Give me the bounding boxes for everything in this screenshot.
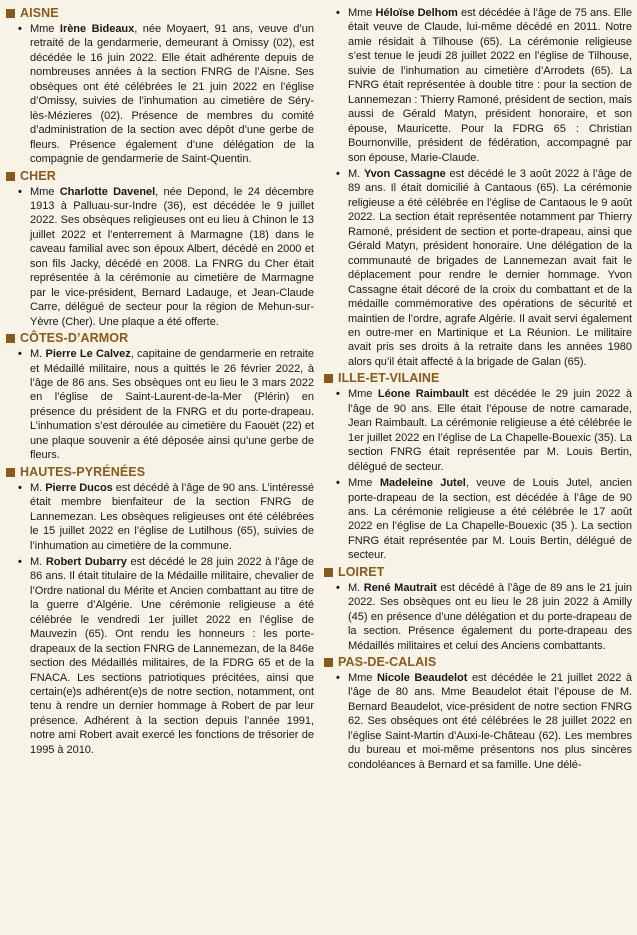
bullet-icon: • [336, 388, 340, 401]
section-heading-loiret: LOIRET [324, 565, 632, 580]
section-heading-pas-de-calais: PAS-DE-CALAIS [324, 655, 632, 670]
right-column [324, 6, 632, 774]
obituary-entry: • M. Pierre Ducos est décédé à l’âge de 90 ans. L’intéressé était membre bienfaiteur de la section FNRG de Lannemezan. Les obsèques religieuses ont été célébrées le 15 juillet 2022 en l’église de Lutilhous (65), suivies de l’inhumation au cimetière de la commune. [18, 481, 314, 552]
obituary-entry: • Mme Irène Bideaux, née Moyaert, 91 ans, veuve d’un retraité de la gendarmerie, demeurant à Omissy (02), est décédée le 16 juin 2022. Elle était adhérente depuis de nombreuses années à la section FNRG de l’Aisne. Ses obsèques ont été célébrées le 21 juin 2022 en l’église d’Omissy, suivies de l’inhumation au cimetière de Séry-lès-Mézieres (02). Présence de membres du comité d’administration de la section avec dépôt d’une gerbe de fleurs. Présence également d’une délégation de la compagnie de gendarmerie de Saint-Quentin. [18, 23, 314, 166]
person-name: Pierre Ducos [45, 481, 113, 494]
obituary-entry: • M. Robert Dubarry est décédé le 28 juin 2022 à l’âge de 86 ans. Il était titulaire de la Médaille militaire, chevalier de l’Ordre national du Mérite et Ancien combattant au titre de la guerre d’Algérie. Une cérémonie religieuse a été célébrée le vendredi 1er juillet 2022 en l’église de Mauvezin (65). Ont rendu les honneurs : les porte-drapeaux de la section FNRG de Lannemezan, de la 846e section des Médaillés militaires, de la FDRG 65 et de la FNACA. Les sections patriotiques précitées, ainsi que certain(e)s adhérent(e)s de notre section, notamment, ont tenu à rendre un dernier hommage à Robert de par leur présence. Adhérent à la section depuis l’année 1991, notre ami Robert avait exercé les fonctions de trésorier de 1995 à 2010. [18, 555, 314, 756]
bullet-icon: • [18, 348, 22, 361]
bullet-icon: • [336, 672, 340, 685]
square-bullet-icon [6, 9, 15, 18]
square-bullet-icon [6, 468, 15, 477]
obituary-entry: • M. Yvon Cassagne est décédé le 3 août 2022 à l’âge de 89 ans. Il était domicilié à Cantaous (65). La cérémonie religieuse a été célébrée en l’église de Cantaous le 9 août 2022. La section était représentée notamment par Thierry Ramoné, président de section et porte-drapeau, ainsi que Gérald Matyn, président honoraire. Une délégation de la communauté de brigades de Lannemezan avait fait le déplacement pour rendre le dernier hommage. Yvon Cassagne était décoré de la croix du combattant et de la médaille commémorative des opérations de sécurité et maintien de l’ordre, agrafe Algérie. Il avait servi également en outre-mer en Martinique et La Réunion. Le militaire avait pris ses droits à la retraite dans les années 1980 alors qu’il était affecté à la brigade de Galan (65). [336, 167, 632, 368]
person-name: Madeleine Jutel [379, 477, 466, 490]
section-heading-hautes-pyrenees: HAUTES-PYRÉNÉES [6, 465, 314, 480]
square-bullet-icon [324, 374, 333, 383]
person-name: Léone Raimbault [377, 388, 469, 401]
obituary-entry: • Mme Léone Raimbault est décédée le 29 juin 2022 à l’âge de 90 ans. Elle était l’épouse de notre camarade, Jean Raimbault. La cérémonie religieuse a été célébrée le 1er juillet 2022 en l’église de La Chapelle-Bouexic (35). La section FNRG était représentée par M. Louis Bertin, délégué de secteur. [336, 388, 632, 473]
obituary-entry: • M. Pierre Le Calvez, capitaine de gendarmerie en retraite et Médaillé militaire, nous a quittés le 26 février 2022, à l’âge de 86 ans. Ses obsèques ont eu lieu le 3 mars 2022 en l’église de Saint-Laurent-de-la-Mer (Plérin) en présence du président de la FNRG et du porte-drapeau. L’inhumation s’est déroulée au cimetière du Faouët (22) et une plaque souvenir a été déposée ainsi qu’une gerbe de fleurs. [18, 348, 314, 462]
person-name: Héloïse Delhom [375, 7, 458, 19]
square-bullet-icon [6, 172, 15, 181]
person-name: Nicole Beaudelot [376, 672, 468, 685]
obituary-entry: • Mme Nicole Beaudelot est décédée le 21 juillet 2022 à l’âge de 80 ans. Mme Beaudelot était l’épouse de M. Bernard Beaudelot, vice-président de notre section FNRG 62. Ses obsèques ont été célébrées le 28 juillet 2022 en l’église Saint-Martin d’Auxi-le-Château (62). Les membres du bureau et moi-même présentons nos plus sincères condoléances à Bernard et sa famille. Une délé- [336, 672, 632, 771]
bullet-icon: • [336, 581, 340, 594]
person-name: Charlotte Davenel [59, 185, 156, 198]
bullet-icon: • [18, 23, 22, 35]
bullet-icon: • [336, 477, 340, 490]
obituary-entry: • Mme Héloïse Delhom est décédée à l’âge de 75 ans. Elle était veuve de Claude, lui-même décédé en 2011. Notre amie résidait à Tilhouse (65). La cérémonie religieuse s’est tenue le jeudi 28 juillet 2022 en l’église de Tilhouse, suivie de l’inhumation au cimetière d’Arrodets (65). La FNRG était représentée à double titre : pour la section de Lannemezan : Thierry Ramoné, président de section, mais aussi de Gérald Matyn, président honoraire, et son épouse, Mauricette. Pour la FDRG 65 : Christian Bournonville, président de fédération, accompagné par son épouse, Marie-Claude. [336, 7, 632, 164]
section-heading-aisne: AISNE [6, 6, 314, 21]
section-heading-cotes-d-armor: CÔTES-D’ARMOR [6, 331, 314, 346]
left-column [6, 6, 314, 759]
obituary-entry: • Mme Madeleine Jutel, veuve de Louis Jutel, ancien porte-drapeau de la section, est décédée à l’âge de 90 ans. La cérémonie religieuse a été célébrée le 17 août 2022 en l’église de La Chapelle-Bouexic (35 ). La section FNRG était représentée par M. Louis Bertin, délégué de secteur. [336, 477, 633, 562]
bullet-icon: • [18, 555, 22, 568]
person-name: Yvon Cassagne [363, 167, 446, 180]
section-heading-cher: CHER [6, 169, 314, 184]
person-name: Robert Dubarry [45, 555, 127, 568]
person-name: René Mautrait [363, 581, 437, 594]
person-name: Irène Bideaux [59, 23, 135, 35]
obituary-entry: • M. René Mautrait est décédé à l’âge de 89 ans le 21 juin 2022. Ses obsèques ont eu lieu le 28 juin 2022 à Amilly (45) en présence d’une délégation et du porte-drapeau de la section. Présence également du porte-drapeau des Médaillés militaires et celui des Anciens combattants. [336, 581, 632, 652]
section-heading-ille-et-vilaine: ILLE-ET-VILAINE [324, 371, 632, 386]
square-bullet-icon [324, 568, 333, 577]
obituary-entry: • Mme Charlotte Davenel, née Depond, le 24 décembre 1913 à Palluau-sur-Indre (36), est décédée le 9 juillet 2022. Ses obsèques religieuses ont eu lieu à Chinon le 13 juillet 2022 et l’enterrement à Marmagne (18) dans le caveau familial avec son époux Albert, décédé en 2000 et son fils Jacky, décédé en 2008. La FNRG du Cher était représentée à la cérémonie au cimetière de Marmagne par le vice-président, Bernard Ladauge, et Jean-Claude Carre, délégué de secteur pour la région de Mehun-sur-Yèvre (Cher). Une plaque a été offerte. [18, 185, 314, 328]
bullet-icon: • [336, 7, 340, 19]
square-bullet-icon [6, 334, 15, 343]
bullet-icon: • [18, 185, 22, 198]
person-name: Pierre Le Calvez [45, 348, 131, 361]
square-bullet-icon [324, 658, 333, 667]
bullet-icon: • [18, 481, 22, 494]
bullet-icon: • [336, 167, 340, 180]
